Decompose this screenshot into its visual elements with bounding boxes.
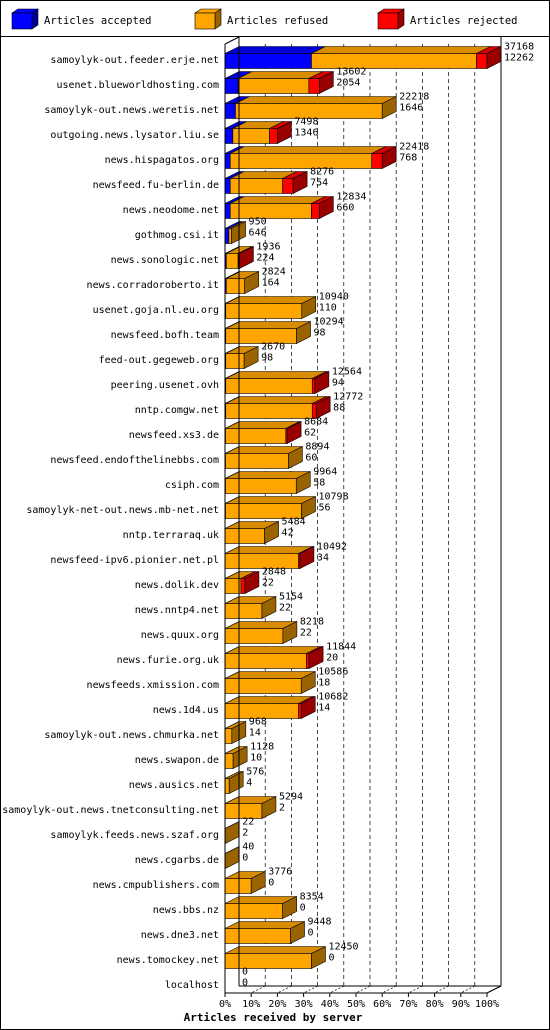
- bar-segment-refused: [225, 629, 283, 644]
- server-label: samoylyk.feeds.news.szaf.org: [50, 830, 219, 841]
- value-label-total: 10586: [318, 666, 349, 678]
- server-label: news.dolik.dev: [134, 580, 219, 591]
- value-label-total: 10294: [313, 316, 344, 328]
- value-label-accepted: 42: [281, 527, 294, 539]
- bar-segment-accepted: [225, 79, 238, 94]
- x-tick-label: 20%: [268, 999, 287, 1010]
- bar-segment-rejected: [477, 54, 487, 69]
- server-label: newsfeed-ipv6.pionier.net.pl: [50, 555, 219, 566]
- value-label-accepted: 20: [326, 652, 339, 664]
- server-label: news.cgarbs.de: [134, 855, 219, 866]
- bar-row: [225, 172, 307, 194]
- value-label-total: 37168: [504, 41, 535, 53]
- value-label-accepted: 660: [336, 202, 355, 214]
- bar-row: [225, 897, 297, 919]
- bar-segment-refused-top: [226, 397, 326, 404]
- bar-segment-refused: [226, 454, 289, 469]
- x-tick-label: 30%: [294, 999, 313, 1010]
- bar-segment-refused: [229, 229, 232, 244]
- bar-segment-refused: [225, 679, 301, 694]
- server-label: news.swapon.de: [134, 755, 219, 766]
- bar-segment-rejected: [311, 204, 319, 219]
- value-label-accepted: 56: [318, 502, 331, 514]
- value-label-total: 1936: [256, 241, 281, 253]
- value-label-accepted: 88: [333, 402, 346, 414]
- value-label-total: 8894: [305, 441, 330, 453]
- bar-segment-refused: [225, 729, 232, 744]
- value-label-total: 22: [242, 816, 255, 828]
- server-label: news.bbs.nz: [152, 905, 219, 916]
- bar-segment-refused-top: [225, 547, 312, 554]
- value-label-accepted: 94: [331, 377, 344, 389]
- bar-row: [225, 122, 291, 144]
- value-label-accepted: 0: [268, 877, 275, 889]
- bar-segment-refused: [225, 779, 229, 794]
- x-axis-title: Articles received by server: [183, 1011, 363, 1024]
- value-label-total: 8354: [299, 891, 324, 903]
- server-label: newsfeeds.xmission.com: [86, 680, 219, 691]
- server-label: news.ausics.net: [128, 780, 219, 791]
- bar-row: [225, 97, 396, 119]
- bar-segment-accepted-top: [225, 47, 325, 54]
- bar-row: [225, 147, 396, 169]
- server-label: samoylyk-out.feeder.erje.net: [50, 55, 219, 66]
- value-label-accepted: 14: [318, 702, 331, 714]
- server-label: outgoing.news.lysator.liu.se: [50, 130, 219, 141]
- value-label-total: 2824: [261, 266, 286, 278]
- bar-segment-accepted: [225, 204, 230, 219]
- server-label: localhost: [164, 980, 219, 991]
- bar-segment-rejected: [270, 129, 278, 144]
- value-label-total: 9448: [307, 916, 332, 928]
- value-label-accepted: 224: [256, 252, 275, 264]
- value-label-accepted: 0: [242, 852, 249, 864]
- bar-segment-refused-top: [225, 647, 320, 654]
- value-label-accepted: 646: [248, 227, 267, 239]
- value-label-accepted: 164: [261, 277, 280, 289]
- bar-segment-refused: [225, 879, 251, 894]
- server-label: gothmog.csi.it: [134, 230, 219, 241]
- x-tick-label: 90%: [451, 999, 470, 1010]
- bar-segment-refused-top: [225, 947, 325, 954]
- bar-segment-refused-top: [226, 472, 311, 479]
- value-label-total: 13602: [336, 66, 367, 78]
- bar-row: [225, 472, 310, 494]
- bar-row: [225, 797, 276, 819]
- value-label-accepted: 58: [313, 477, 326, 489]
- bar-segment-refused: [230, 204, 311, 219]
- bar-row: [225, 647, 323, 669]
- legend-swatch: [195, 13, 215, 29]
- x-tick-label: 10%: [242, 999, 261, 1010]
- value-label-accepted: 768: [399, 152, 418, 164]
- value-label-total: 8218: [299, 616, 324, 628]
- x-tick-label: 100%: [474, 999, 500, 1010]
- value-label-total: 10940: [318, 291, 349, 303]
- value-label-accepted: 60: [305, 452, 318, 464]
- server-label: newsfeed.endofthelinebbs.com: [50, 455, 219, 466]
- server-label: samoylyk-out.news.tnetconsulting.net: [2, 805, 219, 816]
- bar-segment-refused-top: [230, 197, 325, 204]
- value-label-total: 950: [248, 216, 267, 228]
- server-label: feed-out.gegeweb.org: [98, 355, 219, 366]
- value-label-accepted: 754: [310, 177, 329, 189]
- value-label-accepted: 22: [278, 602, 291, 614]
- bar-segment-rejected: [372, 154, 382, 169]
- bar-segment-refused-top: [235, 97, 396, 104]
- bar-segment-refused: [230, 154, 371, 169]
- bar-segment-refused: [226, 279, 244, 294]
- value-label-accepted: 34: [316, 552, 329, 564]
- bar-row: [225, 447, 302, 469]
- bar-row: [225, 947, 325, 969]
- bar-row: [225, 322, 311, 344]
- value-label-total: 2848: [261, 566, 287, 578]
- value-label-total: 0: [242, 966, 249, 978]
- value-label-total: 5154: [278, 591, 304, 603]
- server-label: usenet.goja.nl.eu.org: [92, 305, 219, 316]
- value-label-accepted: 98: [261, 352, 274, 364]
- bar-segment-accepted: [225, 129, 233, 144]
- bar-row: [225, 522, 279, 544]
- server-label: samoylyk-out.news.weretis.net: [44, 105, 219, 116]
- legend-label: Articles rejected: [410, 15, 518, 27]
- bar-segment-refused: [226, 479, 297, 494]
- bar-segment-rejected: [306, 654, 309, 669]
- value-label-total: 10682: [318, 691, 349, 703]
- value-label-accepted: 18: [318, 677, 331, 689]
- value-label-total: 40: [242, 841, 255, 853]
- bar-segment-rejected: [312, 379, 315, 394]
- bar-row: [225, 597, 276, 619]
- value-label-accepted: 1646: [399, 102, 424, 114]
- value-label-total: 2670: [261, 341, 286, 353]
- bar-segment-refused: [226, 354, 244, 369]
- server-label: news.corradoroberto.it: [86, 280, 219, 291]
- bar-row: [225, 922, 305, 944]
- value-label-accepted: 14: [248, 727, 261, 739]
- value-label-total: 22418: [399, 141, 430, 153]
- bar-segment-rejected: [283, 179, 293, 194]
- bar-segment-accepted: [225, 104, 235, 119]
- x-tick-label: 0%: [218, 999, 232, 1010]
- bar-row: [225, 372, 329, 394]
- server-label: csiph.com: [164, 480, 219, 491]
- server-label: news.cmpublishers.com: [92, 880, 219, 891]
- server-label: samoylyk-out.news.chmurka.net: [44, 730, 219, 741]
- bar-segment-refused: [226, 429, 286, 444]
- bar-segment-refused-top: [225, 697, 312, 704]
- bar-segment-refused: [226, 304, 302, 319]
- bar-segment-refused: [233, 129, 270, 144]
- value-label-total: 5484: [281, 516, 306, 528]
- value-label-accepted: 1346: [294, 127, 319, 139]
- value-label-total: 8684: [304, 416, 329, 428]
- value-label-total: 22218: [399, 91, 430, 103]
- server-label: newsfeed.bofh.team: [110, 330, 219, 341]
- bar-segment-accepted: [225, 179, 230, 194]
- bar-segment-refused-top: [238, 72, 323, 79]
- x-tick-label: 50%: [346, 999, 366, 1010]
- server-label: newsfeed.fu-berlin.de: [92, 180, 219, 191]
- bar-row: [225, 197, 333, 219]
- value-label-total: 3776: [268, 866, 293, 878]
- bar-segment-rejected: [309, 79, 319, 94]
- value-label-total: 12564: [331, 366, 362, 378]
- server-label: news.1d4.us: [152, 705, 219, 716]
- bar-segment-accepted: [225, 229, 229, 244]
- bar-segment-refused: [230, 179, 282, 194]
- value-label-total: 12450: [328, 941, 359, 953]
- bar-segment-refused: [225, 754, 233, 769]
- value-label-total: 12834: [336, 191, 367, 203]
- bar-segment-refused: [226, 254, 238, 269]
- bar-segment-refused-top: [311, 47, 490, 54]
- value-label-total: 12772: [333, 391, 364, 403]
- value-label-accepted: 62: [304, 427, 317, 439]
- bar-segment-refused: [225, 954, 311, 969]
- value-label-total: 11844: [326, 641, 357, 653]
- bar-segment-refused: [225, 654, 306, 669]
- server-label: peering.usenet.ovh: [110, 380, 219, 391]
- bar-segment-refused-top: [230, 147, 385, 154]
- value-label-total: 576: [246, 766, 265, 778]
- legend-label: Articles refused: [227, 15, 329, 27]
- value-label-total: 968: [248, 716, 267, 728]
- value-label-accepted: 0: [328, 952, 335, 964]
- value-label-total: 9964: [313, 466, 338, 478]
- value-label-accepted: 110: [318, 302, 337, 314]
- bar-segment-refused: [225, 929, 291, 944]
- value-label-accepted: 0: [242, 977, 249, 989]
- x-tick-label: 70%: [399, 999, 418, 1010]
- bar-segment-refused-top: [226, 322, 311, 329]
- legend-swatch: [12, 13, 32, 29]
- value-label-accepted: 22: [299, 627, 312, 639]
- server-label: usenet.blueworldhosting.com: [56, 80, 219, 91]
- bar-segment-rejected: [241, 579, 245, 594]
- server-label: news.furie.org.uk: [116, 655, 219, 666]
- bar-segment-refused: [225, 604, 262, 619]
- server-label: newsfeed.xs3.de: [128, 430, 219, 441]
- value-label-accepted: 2054: [336, 77, 361, 89]
- bar-segment-accepted: [225, 154, 230, 169]
- server-label: news.neodome.net: [122, 205, 219, 216]
- server-label: news.nntp4.net: [134, 605, 219, 616]
- bar-segment-refused-top: [226, 372, 326, 379]
- legend-swatch: [378, 13, 398, 29]
- value-label-accepted: 98: [313, 327, 326, 339]
- value-label-accepted: 2: [242, 827, 249, 839]
- bar-row: [225, 47, 501, 69]
- bar-segment-refused: [238, 79, 309, 94]
- x-tick-label: 60%: [373, 999, 392, 1010]
- server-label: news.hispagatos.org: [104, 155, 219, 166]
- server-label: nntp.comgw.net: [134, 405, 219, 416]
- server-label: nntp.terraraq.uk: [122, 530, 219, 541]
- value-label-accepted: 4: [246, 777, 253, 789]
- bar-row: [225, 622, 297, 644]
- value-label-total: 1128: [250, 741, 275, 753]
- bar-row: [225, 397, 330, 419]
- server-label: news.tomockey.net: [116, 955, 219, 966]
- value-label-total: 10798: [318, 491, 349, 503]
- value-label-accepted: 22: [261, 577, 274, 589]
- value-label-accepted: 10: [250, 752, 263, 764]
- bar-row: [225, 422, 301, 444]
- server-label: news.dne3.net: [140, 930, 219, 941]
- value-label-total: 8276: [310, 166, 335, 178]
- value-label-total: 5294: [278, 791, 304, 803]
- value-label-accepted: 0: [299, 902, 306, 914]
- bar-segment-refused: [225, 529, 264, 544]
- bar-segment-refused: [225, 904, 283, 919]
- value-label-accepted: 2: [278, 802, 285, 814]
- x-tick-label: 80%: [425, 999, 444, 1010]
- bar-segment-accepted: [225, 54, 311, 69]
- value-label-accepted: 0: [307, 927, 314, 939]
- server-label: news.quux.org: [140, 630, 219, 641]
- value-label-total: 10492: [316, 541, 348, 553]
- x-tick-label: 40%: [320, 999, 339, 1010]
- bar-row: [225, 72, 333, 94]
- server-label: news.sonologic.net: [110, 255, 219, 266]
- bar-segment-rejected: [299, 704, 302, 719]
- server-label: samoylyk-net-out.news.mb-net.net: [26, 505, 219, 516]
- legend-label: Articles accepted: [44, 15, 152, 27]
- bar-row: [225, 547, 314, 569]
- value-label-total: 7498: [294, 116, 319, 128]
- value-label-accepted: 12262: [504, 52, 535, 64]
